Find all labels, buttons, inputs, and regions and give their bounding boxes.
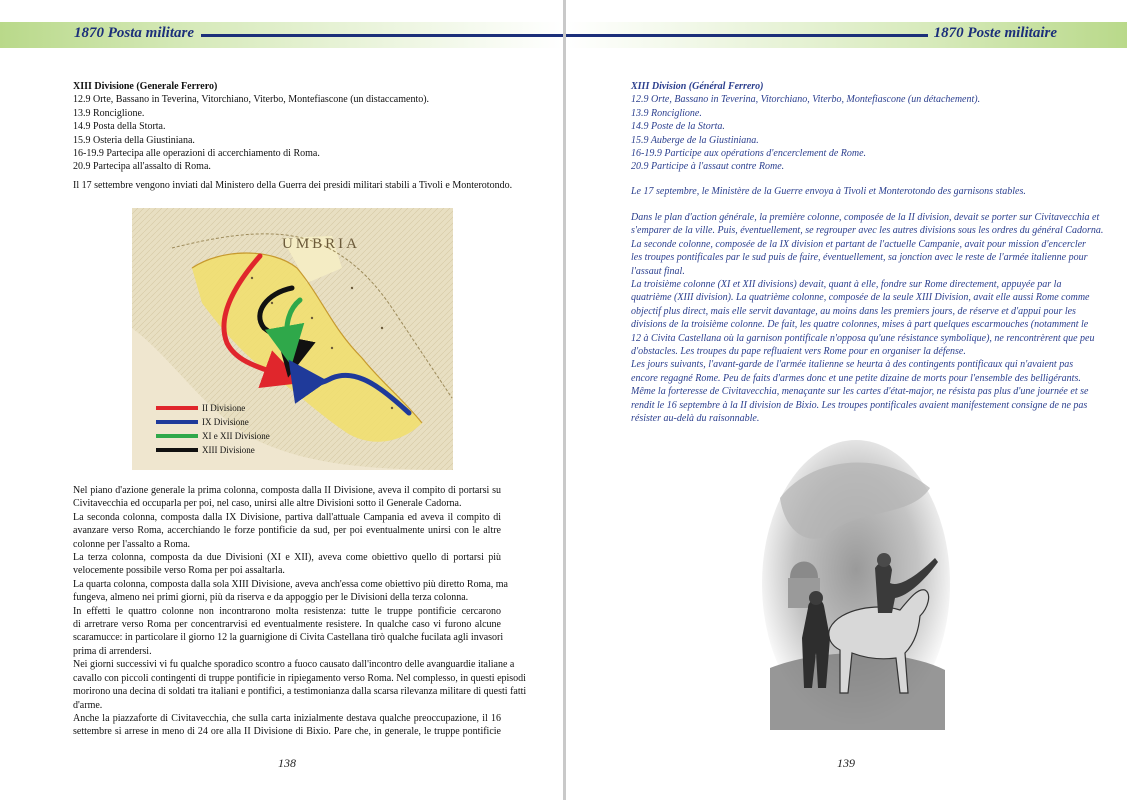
legend-label: II Divisione bbox=[202, 403, 246, 413]
left-body-line: prima di arrendersi. bbox=[73, 645, 152, 657]
left-body-line: fungeva, almeno nei primi giorni, più da riserva e da appoggio per le Divisioni della terza colonna. bbox=[73, 592, 469, 604]
legend-swatch bbox=[156, 420, 198, 424]
right-body-text bbox=[631, 211, 1104, 426]
right-body-line: quatrième (XIII division). La quatrième colonne, composée de la seule XIII Division, avait elle aussi Rome comme bbox=[631, 292, 1090, 304]
legend-label: XIII Divisione bbox=[202, 445, 255, 455]
left-division-line: 13.9 Ronciglione. bbox=[73, 107, 145, 119]
map-region-label: UMBRIA bbox=[282, 236, 361, 252]
left-body-line: Civitavecchia ed occuparla per poi, nel caso, unirsi alle altre Divisioni sotto il Generale Cadorna. bbox=[73, 498, 462, 510]
right-body-line: Dans le plan d'action générale, la première colonne, composée de la II division, devait se porter sur Civitavecchia et bbox=[631, 212, 1100, 223]
right-page-header bbox=[566, 22, 1127, 48]
left-division-heading: XIII Divisione (Generale Ferrero) bbox=[73, 81, 218, 92]
left-division-line: 15.9 Osteria della Giustiniana. bbox=[73, 134, 195, 146]
left-body-text bbox=[73, 484, 527, 739]
right-body-line: les troupes pontificales par le sud puis de faire, éventuellement, sa jonction avec le reste de l'armée italienne pour bbox=[631, 252, 1088, 264]
right-intro-text: Le 17 septembre, le Ministère de la Guerre envoya à Tivoli et Monterotondo des garnisons stables. bbox=[631, 186, 1026, 197]
left-body-line: morirono una decina di soldati tra italiani e pontifici, a testimonianza dalla scarsa rilevanza militare di questi fatti bbox=[73, 686, 527, 698]
right-body-line: objectif plus direct, mais elle servit davantage, au moins dans les premiers jours, de réserve et d'appui pour les bbox=[631, 305, 1076, 317]
engraving-illustration bbox=[760, 438, 952, 730]
right-body-line: Les jours suivants, l'avant-garde de l'armée italienne se heurta à des contingents pontificaux qui n'avaient pas bbox=[631, 359, 1074, 371]
right-body-line: s'emparer de la ville. Puis, éventuellement, se regrouper avec les autres divisions sous les ordres du général Cadorna. bbox=[631, 225, 1104, 237]
right-body-line: La seconde colonne, composée de la IX division et partant de l'actuelle Campanie, avait pour mission d'encercler bbox=[631, 238, 1086, 250]
left-body-line: colonne per l'assalto a Roma. bbox=[73, 538, 191, 550]
left-body-line: La seconda colonna, composta dalla IX Divisione, partiva dall'attuale Campania ed aveva il compito di bbox=[73, 511, 501, 523]
left-header-title: 1870 Posta militare bbox=[74, 25, 194, 41]
campaign-map bbox=[132, 208, 453, 470]
left-body-line: settembre si arrese in meno di 24 ore alla II Divisione di Bixio. Pare che, in generale, le truppe pontificie bbox=[73, 726, 501, 738]
left-division-line: 16-19.9 Partecipa alle operazioni di accerchiamento di Roma. bbox=[73, 148, 320, 160]
right-body-line: d'obstacles. Les troupes du pape refluaient vers Rome pour en organiser la défense. bbox=[631, 346, 966, 358]
right-body-line: encore regagné Rome. Peu de faits d'armes donc et une petite dizaine de morts pour l'ensemble des belligérants. bbox=[631, 372, 1081, 384]
right-division-line: 12.9 Orte, Bassano in Teverina, Vitorchiano, Viterbo, Montefiascone (un détachement). bbox=[631, 94, 981, 106]
right-division-line: 13.9 Ronciglione. bbox=[631, 107, 702, 119]
left-body-line: di arretrare verso Roma per concentrarvisi ed eventualmente resistere. In qualche caso vi furono alcune bbox=[73, 619, 501, 631]
left-division-block bbox=[73, 80, 513, 174]
left-body-line: In effetti le quattro colonne non incontrarono molta resistenza: tutte le truppe pontificie cercarono bbox=[73, 605, 501, 617]
right-division-line: 20.9 Participe à l'assaut contre Rome. bbox=[631, 161, 785, 173]
map-legend-item bbox=[156, 445, 255, 455]
left-body-line: avanzare verso Roma, accerchiando le forze pontificie da sud, per poi eventualmente unirsi con le altre bbox=[73, 525, 501, 537]
left-body-line: La terza colonna, composta da due Divisioni (XI e XII), aveva come obiettivo quello di portarsi più bbox=[73, 552, 501, 564]
left-body-line: La quarta colonna, composta dalla sola XIII Divisione, aveva anch'essa come obiettivo più diretto Roma, ma bbox=[73, 578, 508, 590]
legend-swatch bbox=[156, 434, 198, 438]
left-division-line: 12.9 Orte, Bassano in Teverina, Vitorchiano, Viterbo, Montefiascone (un distaccamento). bbox=[73, 94, 430, 106]
right-page-number: 139 bbox=[837, 756, 855, 770]
right-division-line: 15.9 Auberge de la Giustiniana. bbox=[631, 134, 759, 146]
right-body-line: 12 à Civita Castellana où la garnison pontificale n'opposa qu'une résistance symbolique), ne rencontrèrent que peu bbox=[631, 332, 1095, 344]
map-legend-item bbox=[156, 431, 270, 441]
left-body-line: Nel piano d'azione generale la prima colonna, composta dalla II Divisione, aveva il compito di portarsi su bbox=[73, 485, 501, 496]
left-intro bbox=[73, 179, 513, 192]
right-division-list bbox=[631, 93, 1071, 173]
legend-swatch bbox=[156, 448, 198, 452]
right-body-line: rendit le 16 septembre à la II division de Bixio. Les troupes pontificales avaient manifestement consigne de ne pas bbox=[631, 399, 1088, 411]
left-page-header bbox=[0, 22, 563, 48]
legend-label: IX Divisione bbox=[202, 417, 249, 427]
right-body-line: résister au-delà du raisonnable. bbox=[631, 413, 760, 425]
right-header-rule bbox=[566, 34, 928, 37]
left-division-line: 14.9 Posta della Storta. bbox=[73, 121, 166, 133]
left-body-line: cavallo con piccoli contingenti di truppe pontificie in ripiegamento verso Roma. Nel complesso, in questi episodi bbox=[73, 672, 526, 684]
left-body-line: scaramucce: in particolare il giorno 12 la guarnigione di Civita Castellana tirò qualche fucilata agli invasori bbox=[73, 632, 504, 644]
map-legend-item bbox=[156, 417, 249, 427]
right-body-line: Même la forteresse de Civitavecchia, menaçante sur les cartes d'état-major, ne résista pas plus d'une journée et se bbox=[631, 386, 1089, 398]
left-intro-text: Il 17 settembre vengono inviati dal Ministero della Guerra dei presidi militari stabili a Tivoli e Monterotondo. bbox=[73, 180, 513, 191]
left-header-rule bbox=[201, 34, 563, 37]
right-header-title: 1870 Poste militaire bbox=[933, 25, 1057, 41]
right-division-heading: XIII Division (Général Ferrero) bbox=[631, 81, 764, 92]
right-division-line: 16-19.9 Participe aux opérations d'encerclement de Rome. bbox=[631, 148, 867, 160]
right-body-line: La troisième colonne (XI et XII divisions) devait, quant à elle, fondre sur Rome directement, appuyée par la bbox=[631, 279, 1062, 291]
right-body-line: l'assaut final. bbox=[631, 265, 685, 277]
right-intro bbox=[631, 185, 1071, 198]
right-body-line: divisions de la troisième colonne. De fait, les quatre colonnes, mises à part quelques escarmouches (notamment le bbox=[631, 319, 1089, 331]
left-division-line: 20.9 Partecipa all'assalto di Roma. bbox=[73, 161, 211, 173]
map-legend-item bbox=[156, 403, 245, 413]
right-division-line: 14.9 Poste de la Storta. bbox=[631, 121, 725, 133]
left-body-line: Anche la piazzaforte di Civitavecchia, che sulla carta inizialmente destava qualche preoccupazione, il 16 bbox=[73, 712, 501, 724]
left-division-list bbox=[73, 93, 513, 173]
left-page bbox=[0, 0, 563, 800]
left-body-line: velocemente possibile verso Roma per poi assaltarla. bbox=[73, 565, 285, 577]
left-body-line: Nei giorni successivi vi fu qualche sporadico scontro a fuoco causato dall'incontro delle avanguardie italiane a bbox=[73, 659, 515, 671]
right-division-block bbox=[631, 80, 1071, 174]
legend-label: XI e XII Divisione bbox=[202, 431, 270, 441]
left-page-number: 138 bbox=[278, 756, 296, 770]
left-body-line: d'arme. bbox=[73, 699, 103, 711]
legend-swatch bbox=[156, 406, 198, 410]
